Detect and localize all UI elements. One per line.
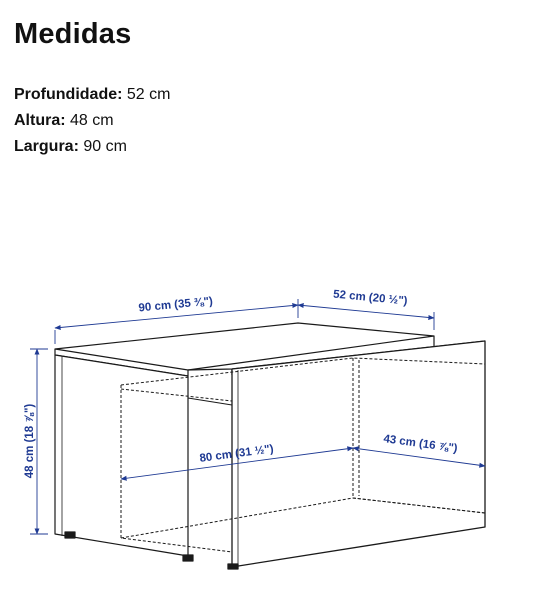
cabinet-foot-middle <box>183 555 193 561</box>
height-dimension-label: 48 cm (18 ⅞") <box>24 403 36 479</box>
inner-depth-dimension-label: 43 cm (16 ⅞") <box>382 433 459 456</box>
dimension-spec-list <box>14 82 170 160</box>
width-dimension-label: 90 cm (35 ⅜") <box>138 295 214 315</box>
spec-height-value: 48 cm <box>70 112 114 129</box>
spec-width-value: 90 cm <box>83 138 127 155</box>
depth-dimension-label: 52 cm (20 ½") <box>332 288 408 308</box>
spec-width <box>14 134 170 160</box>
depth-dimension-line <box>298 305 434 318</box>
spec-height <box>14 108 170 134</box>
page-title: Medidas <box>14 18 132 50</box>
inner-width-dimension-label: 80 cm (31 ½") <box>198 443 275 465</box>
spec-depth-value: 52 cm <box>126 86 171 103</box>
spec-width-label: Largura: <box>14 138 79 155</box>
spec-depth <box>14 82 170 108</box>
cabinet-foot-left <box>65 532 75 538</box>
furniture-dimension-drawing <box>0 270 540 614</box>
spec-height-label: Altura: <box>14 112 66 129</box>
spec-depth-label: Profundidade: <box>14 86 123 103</box>
